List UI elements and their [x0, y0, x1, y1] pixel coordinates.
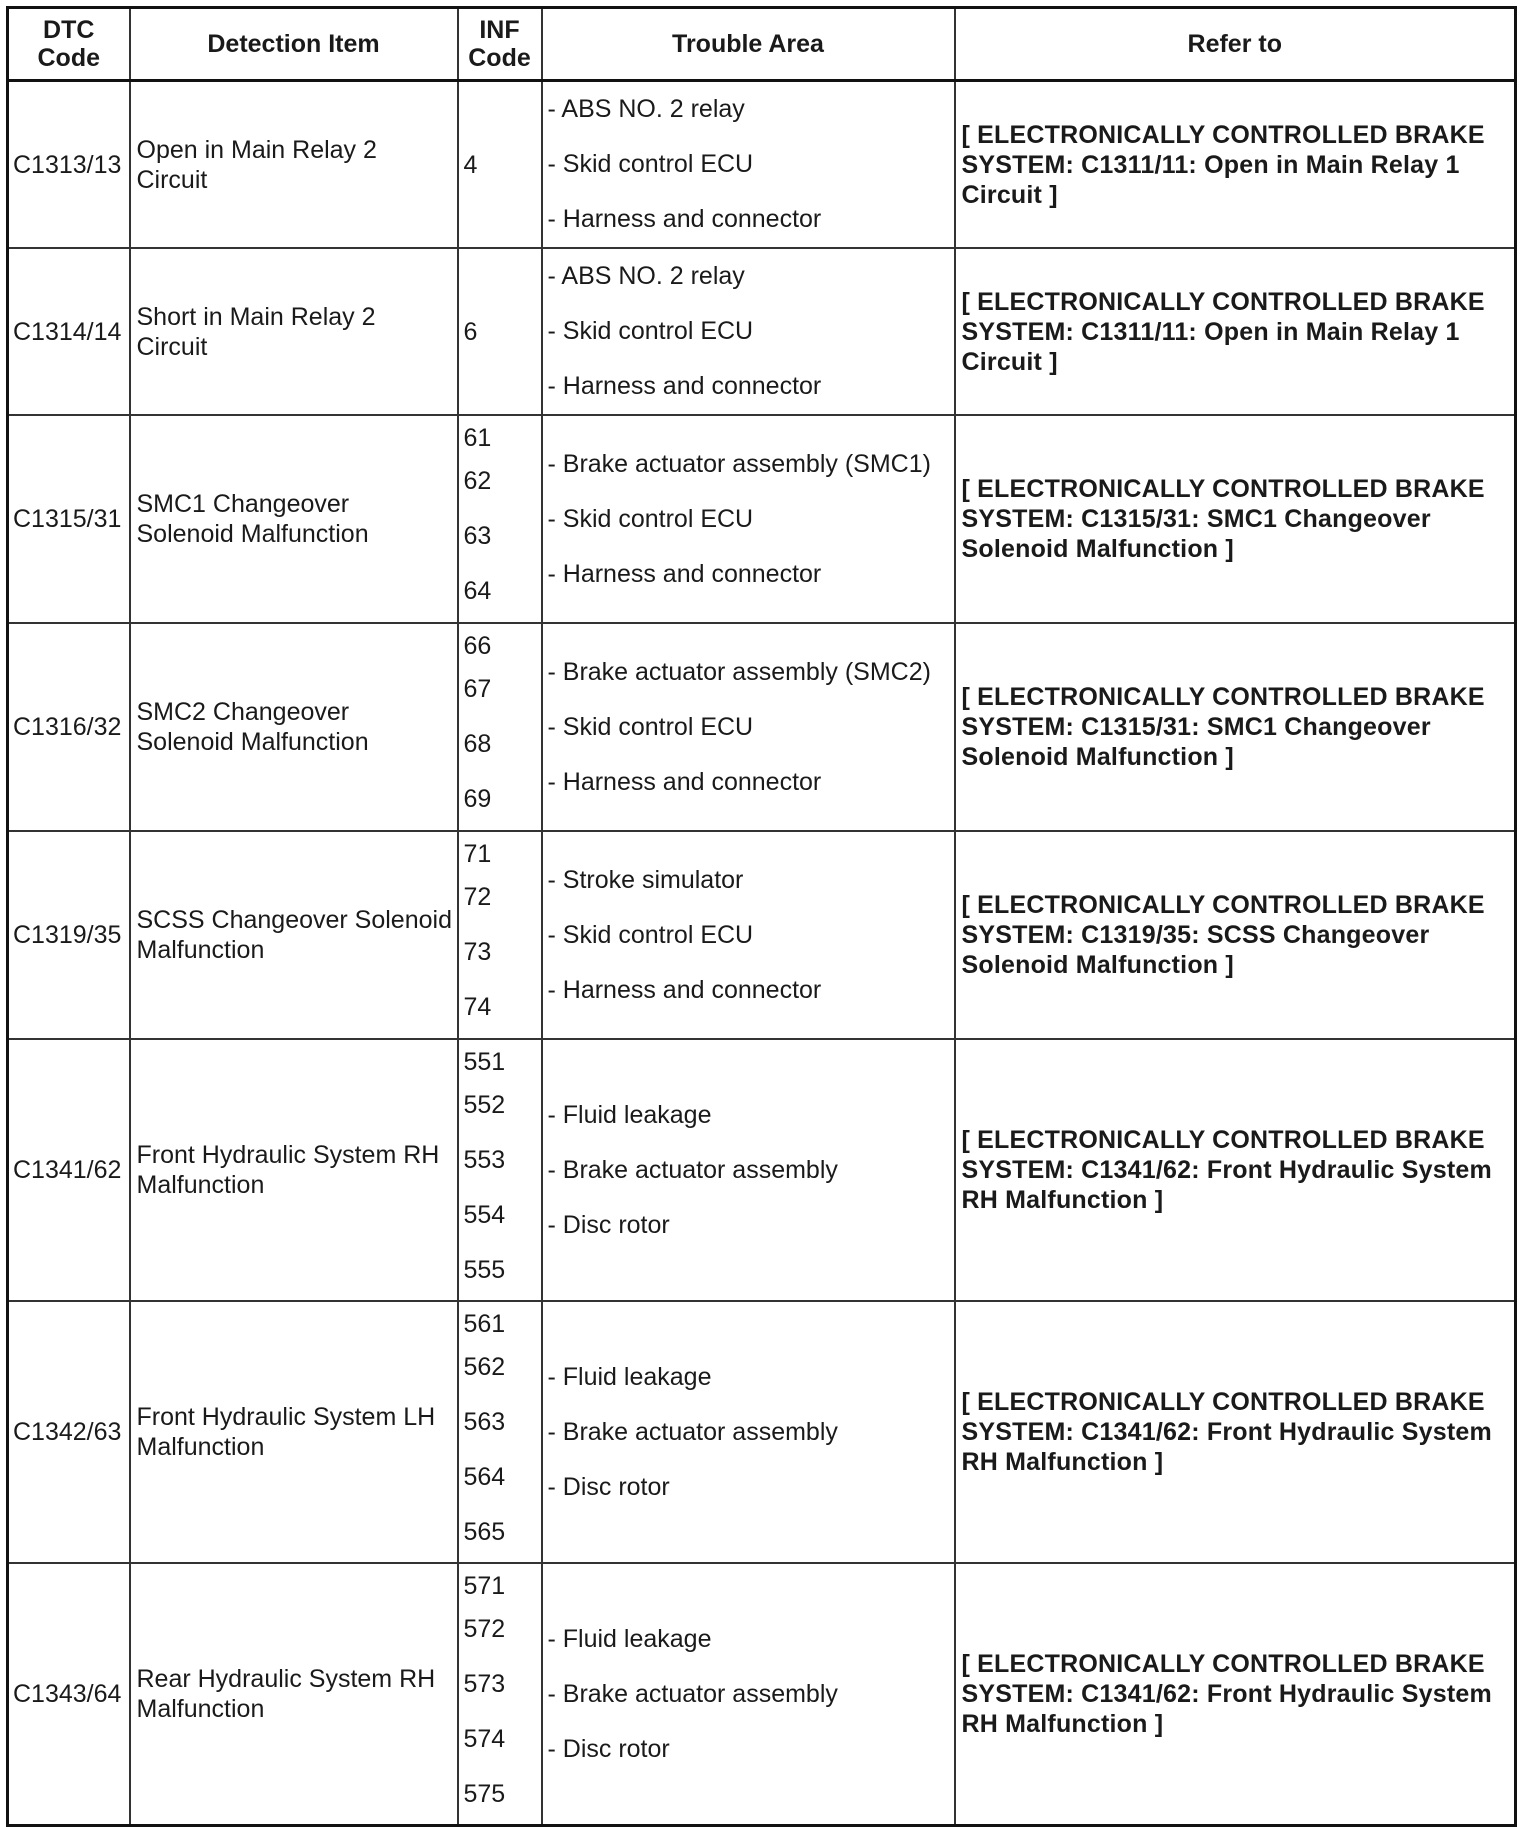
refer-to-link-text: [ ELECTRONICALLY CONTROLLED BRAKE SYSTEM: C1315/31: SMC1 Changeover Solenoid Malfunction ] [955, 623, 1516, 831]
inf-code: 67 [463, 675, 492, 703]
trouble-area-list [543, 1350, 954, 1515]
trouble-area-cell [542, 831, 955, 1039]
detection-item: Open in Main Relay 2 Circuit [130, 81, 458, 249]
trouble-area-cell [542, 1301, 955, 1563]
table-row [8, 1301, 1516, 1563]
table-body [8, 81, 1516, 1826]
inf-code: 71 [463, 840, 492, 868]
trouble-area-item: - Skid control ECU [547, 712, 754, 741]
trouble-area-item: - Harness and connector [547, 559, 822, 588]
trouble-area-item: - Skid control ECU [547, 150, 754, 178]
refer-to-link-text: [ ELECTRONICALLY CONTROLLED BRAKE SYSTEM: C1341/62: Front Hydraulic System RH Malfunction ] [955, 1301, 1516, 1563]
inf-code: 68 [463, 730, 492, 758]
refer-to-link-text: [ ELECTRONICALLY CONTROLLED BRAKE SYSTEM: C1311/11: Open in Main Relay 1 Circuit ] [955, 248, 1516, 415]
trouble-area-list [543, 1612, 954, 1777]
trouble-area-list [543, 437, 954, 602]
header-trouble-area [542, 8, 955, 81]
trouble-area-list [543, 82, 954, 247]
refer-to-link-text: [ ELECTRONICALLY CONTROLLED BRAKE SYSTEM: C1311/11: Open in Main Relay 1 Circuit ] [955, 81, 1516, 249]
detection-item: SMC1 Changeover Solenoid Malfunction [130, 415, 458, 623]
trouble-area-item: - Harness and connector [547, 975, 822, 1004]
refer-to-link-text: [ ELECTRONICALLY CONTROLLED BRAKE SYSTEM: C1341/62: Front Hydraulic System RH Malfunction ] [955, 1563, 1516, 1826]
header-line: Detection Item [207, 30, 380, 58]
table-row [8, 248, 1516, 415]
detection-item: SMC2 Changeover Solenoid Malfunction [130, 623, 458, 831]
inf-code-cell [458, 415, 542, 623]
trouble-area-list [543, 1088, 954, 1253]
inf-code: 6 [463, 317, 478, 346]
trouble-area-item: - Harness and connector [547, 205, 822, 233]
inf-code-list [459, 1302, 541, 1560]
detection-item: Short in Main Relay 2 Circuit [130, 248, 458, 415]
inf-code: 61 [463, 424, 492, 452]
inf-code-cell [458, 623, 542, 831]
inf-code: 62 [463, 467, 492, 495]
dtc-code: C1343/64 [8, 1563, 130, 1826]
inf-code: 74 [463, 993, 492, 1021]
inf-code: 554 [463, 1201, 506, 1229]
refer-to-link-text: [ ELECTRONICALLY CONTROLLED BRAKE SYSTEM: C1341/62: Front Hydraulic System RH Malfunction ] [955, 1039, 1516, 1301]
dtc-code: C1315/31 [8, 415, 130, 623]
inf-code: 552 [463, 1091, 506, 1119]
inf-code-cell [458, 1563, 542, 1826]
inf-code: 69 [463, 785, 492, 813]
refer-to-link-text: [ ELECTRONICALLY CONTROLLED BRAKE SYSTEM: C1315/31: SMC1 Changeover Solenoid Malfunction ] [955, 415, 1516, 623]
trouble-area-item: - Brake actuator assembly [547, 1155, 838, 1184]
trouble-area-item: - Brake actuator assembly [547, 1679, 838, 1708]
inf-code: 562 [463, 1353, 506, 1381]
inf-code-cell [458, 248, 542, 415]
trouble-area-item: - Brake actuator assembly (SMC2) [547, 657, 931, 686]
dtc-code: C1314/14 [8, 248, 130, 415]
trouble-area-item: - Fluid leakage [547, 1624, 712, 1653]
inf-code-list [459, 1040, 541, 1298]
trouble-area-cell [542, 248, 955, 415]
inf-code-list [459, 832, 541, 1035]
detection-item: SCSS Changeover Solenoid Malfunction [130, 831, 458, 1039]
trouble-area-item: - ABS NO. 2 relay [547, 95, 745, 123]
trouble-area-cell [542, 81, 955, 249]
inf-code: 565 [463, 1518, 506, 1546]
trouble-area-item: - Stroke simulator [547, 865, 744, 894]
header-dtc-code [8, 8, 130, 81]
inf-code: 575 [463, 1780, 506, 1808]
header-line: INF [479, 16, 520, 44]
inf-code: 555 [463, 1256, 506, 1284]
inf-code: 573 [463, 1670, 506, 1698]
inf-code: 72 [463, 883, 492, 911]
trouble-area-item: - Fluid leakage [547, 1100, 712, 1129]
inf-code: 64 [463, 577, 492, 605]
header-line: Code [37, 44, 100, 72]
inf-code: 571 [463, 1572, 506, 1600]
dtc-code: C1341/62 [8, 1039, 130, 1301]
inf-code: 4 [463, 150, 478, 179]
table-row [8, 81, 1516, 249]
header-refer-to [955, 8, 1516, 81]
trouble-area-item: - Skid control ECU [547, 504, 754, 533]
inf-code-list [459, 317, 541, 347]
header-line: Code [468, 44, 531, 72]
table-row [8, 415, 1516, 623]
header-line: Trouble Area [672, 30, 824, 58]
trouble-area-item: - Disc rotor [547, 1210, 670, 1239]
table-row [8, 1563, 1516, 1826]
inf-code: 66 [463, 632, 492, 660]
detection-item: Front Hydraulic System LH Malfunction [130, 1301, 458, 1563]
header-line: Refer to [1187, 30, 1282, 58]
trouble-area-item: - Harness and connector [547, 372, 822, 400]
detection-item: Rear Hydraulic System RH Malfunction [130, 1563, 458, 1826]
inf-code-cell [458, 1301, 542, 1563]
inf-code-cell [458, 81, 542, 249]
trouble-area-list [543, 853, 954, 1018]
detection-item: Front Hydraulic System RH Malfunction [130, 1039, 458, 1301]
trouble-area-item: - Disc rotor [547, 1734, 670, 1763]
trouble-area-item: - Skid control ECU [547, 317, 754, 345]
dtc-code: C1316/32 [8, 623, 130, 831]
inf-code: 572 [463, 1615, 506, 1643]
inf-code: 551 [463, 1048, 506, 1076]
header-row [8, 8, 1516, 81]
header-inf-code [458, 8, 542, 81]
inf-code: 563 [463, 1408, 506, 1436]
table-row [8, 623, 1516, 831]
inf-code-list [459, 416, 541, 619]
trouble-area-item: - Fluid leakage [547, 1362, 712, 1391]
trouble-area-item: - Brake actuator assembly [547, 1417, 838, 1446]
trouble-area-list [543, 645, 954, 810]
inf-code: 574 [463, 1725, 506, 1753]
inf-code-cell [458, 1039, 542, 1301]
trouble-area-cell [542, 1039, 955, 1301]
inf-code: 73 [463, 938, 492, 966]
inf-code: 561 [463, 1310, 506, 1338]
inf-code: 564 [463, 1463, 506, 1491]
trouble-area-item: - ABS NO. 2 relay [547, 262, 745, 290]
dtc-code: C1342/63 [8, 1301, 130, 1563]
trouble-area-cell [542, 1563, 955, 1826]
refer-to-link-text: [ ELECTRONICALLY CONTROLLED BRAKE SYSTEM: C1319/35: SCSS Changeover Solenoid Malfunction ] [955, 831, 1516, 1039]
trouble-area-item: - Brake actuator assembly (SMC1) [547, 449, 931, 478]
trouble-area-item: - Harness and connector [547, 767, 822, 796]
inf-code: 63 [463, 522, 492, 550]
trouble-area-cell [542, 415, 955, 623]
inf-code-cell [458, 831, 542, 1039]
trouble-area-item: - Skid control ECU [547, 920, 754, 949]
inf-code-list [459, 624, 541, 827]
table-row [8, 831, 1516, 1039]
inf-code: 553 [463, 1146, 506, 1174]
trouble-area-list [543, 249, 954, 414]
dtc-code: C1313/13 [8, 81, 130, 249]
header-detection-item [130, 8, 458, 81]
dtc-code: C1319/35 [8, 831, 130, 1039]
table-row [8, 1039, 1516, 1301]
inf-code-list [459, 150, 541, 180]
trouble-area-item: - Disc rotor [547, 1472, 670, 1501]
header-line: DTC [43, 16, 95, 44]
inf-code-list [459, 1564, 541, 1822]
dtc-table [6, 6, 1517, 1827]
trouble-area-cell [542, 623, 955, 831]
